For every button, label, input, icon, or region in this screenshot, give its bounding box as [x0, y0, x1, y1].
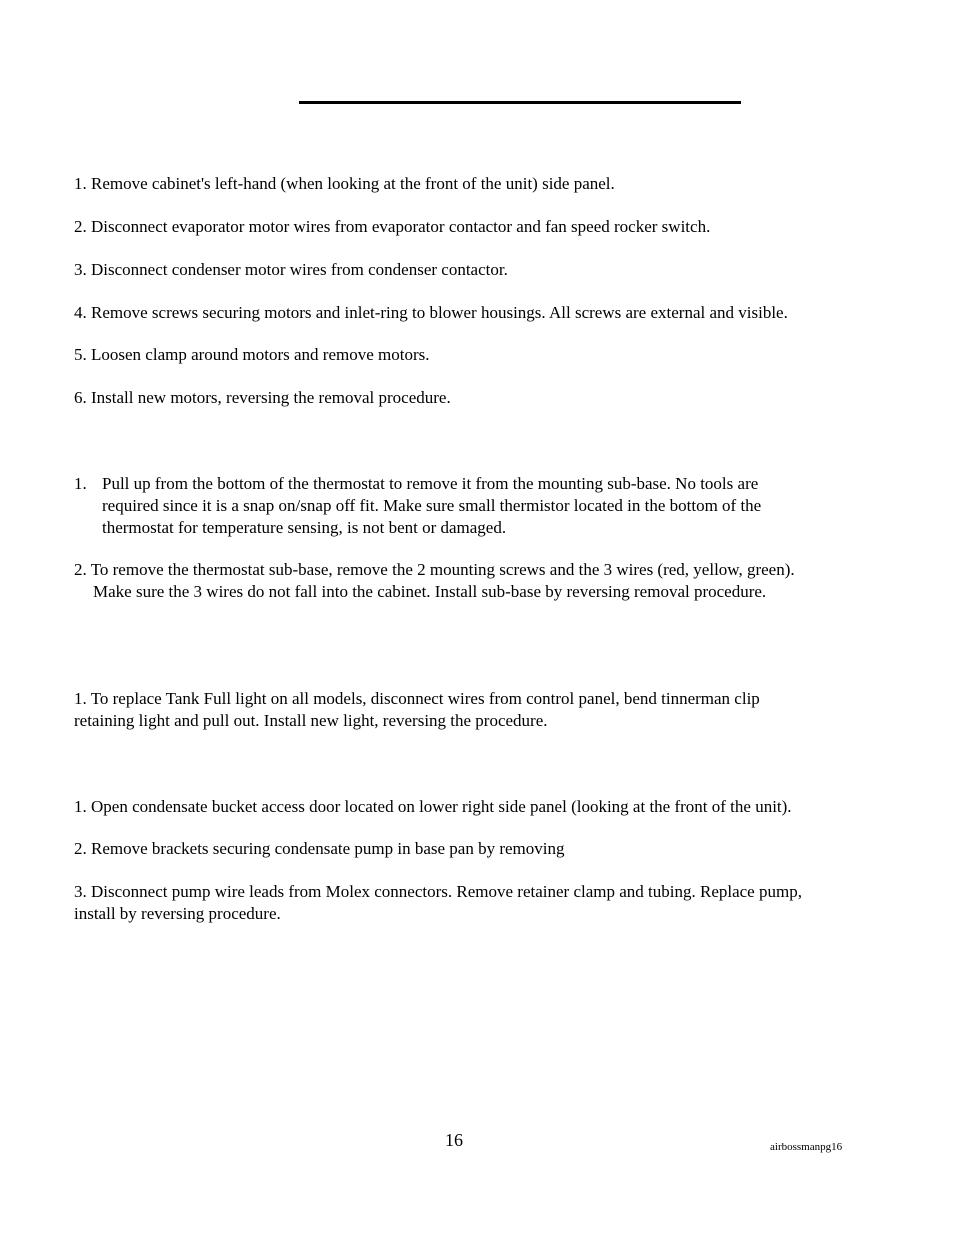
pump-step-3-line-1: 3. Disconnect pump wire leads from Molex connectors. Remove retainer clamp and tubing. Replace pump,	[74, 882, 802, 901]
pump-step-2: 2. Remove brackets securing condensate pump in base pan by removing	[74, 839, 565, 858]
tank-light-line-1: 1. To replace Tank Full light on all models, disconnect wires from control panel, bend tinnerman clip	[74, 689, 760, 708]
thermostat-step-2-line-1: 2. To remove the thermostat sub-base, remove the 2 mounting screws and the 3 wires (red, yellow, green).	[74, 560, 795, 579]
thermostat-step-1-line-3: thermostat for temperature sensing, is not bent or damaged.	[102, 518, 507, 537]
motor-step-1: 1. Remove cabinet's left-hand (when looking at the front of the unit) side panel.	[74, 174, 615, 193]
motor-step-2: 2. Disconnect evaporator motor wires from evaporator contactor and fan speed rocker switch.	[74, 217, 711, 236]
page-number: 16	[445, 1130, 463, 1150]
thermostat-step-1-line-1: Pull up from the bottom of the thermostat to remove it from the mounting sub-base. No tools are	[102, 474, 759, 493]
pump-step-3-line-2: install by reversing procedure.	[74, 904, 281, 923]
thermostat-step-1-number: 1.	[74, 474, 87, 493]
pump-step-1: 1. Open condensate bucket access door located on lower right side panel (looking at the front of the unit).	[74, 797, 792, 816]
thermostat-step-2-line-2: Make sure the 3 wires do not fall into the cabinet. Install sub-base by reversing removal procedure.	[93, 582, 767, 601]
tank-light-line-2: retaining light and pull out. Install new light, reversing the procedure.	[74, 711, 548, 730]
motor-step-6: 6. Install new motors, reversing the removal procedure.	[74, 388, 451, 407]
thermostat-step-1-line-2: required since it is a snap on/snap off fit. Make sure small thermistor located in the bottom of the	[102, 496, 762, 515]
motor-step-4: 4. Remove screws securing motors and inlet-ring to blower housings. All screws are external and visible.	[74, 303, 788, 322]
motor-step-5: 5. Loosen clamp around motors and remove motors.	[74, 345, 430, 364]
motor-step-3: 3. Disconnect condenser motor wires from condenser contactor.	[74, 260, 508, 279]
title-rule	[299, 101, 741, 104]
file-reference: airbossmanpg16	[770, 1141, 843, 1153]
